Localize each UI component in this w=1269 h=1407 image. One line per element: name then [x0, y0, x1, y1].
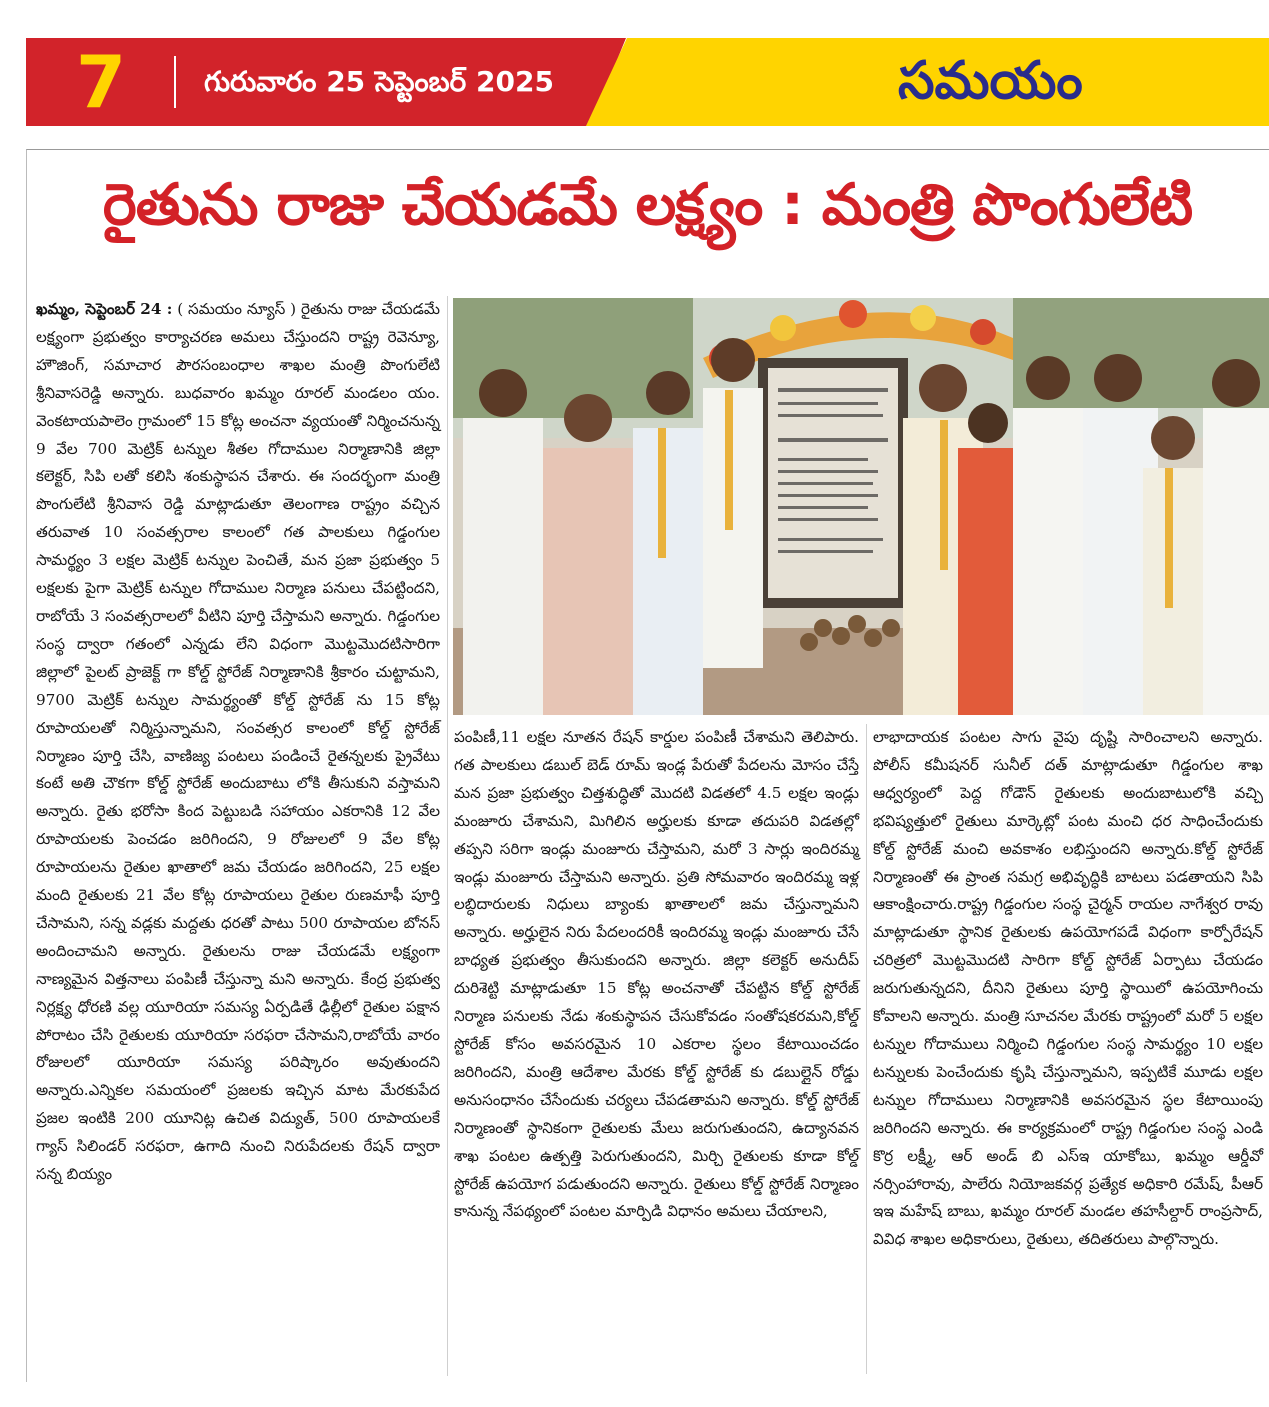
issue-date: గురువారం 25 సెప్టెంబర్ 2025: [204, 65, 554, 98]
masthead-divider: [174, 56, 176, 108]
article-dateline: ఖమ్మం, సెప్టెంబర్ 24 :: [36, 300, 173, 318]
event-photo: [453, 298, 1269, 715]
column-divider: [866, 724, 867, 1374]
masthead: [26, 38, 1269, 126]
article-column-1: [36, 296, 440, 1376]
article-column-2: [454, 724, 859, 1374]
column-divider: [447, 296, 448, 1376]
article-column-3-text: లాభాదాయక పంటల సాగు వైపు దృష్టి సారించాలని అన్నారు. పోలీస్ కమీషనర్ సునీల్ దత్ మాట్లాడుతూ గిడ్డంగుల శాఖ ఆధ్వర్యంలో పెద్ద గోడౌన్ రైతులకు అందుబాటులోకి వచ్చి భవిష్యత్తులో రైతులు మార్కెట్లో పంట మంచి ధర సాధించేందుకు కోల్డ్ స్టోరేజ్ మంచి అవకాశం లభిస్తుందని అన్నారు.కోల్డ్ స్టోరేజ్ నిర్మాణంతో ఈ ప్రాంత సమగ్ర అభివృద్ధికి బాటలు పడతాయని సిపి ఆకాంక్షించారు.రాష్ట్ర గిడ్డంగుల సంస్థ చైర్మన్ రాయల నాగేశ్వర రావు మాట్లాడుతూ స్థానిక రైతులకు ఉపయోగపడే విధంగా కార్పోరేషన్ చరిత్రలో మొట్టమొదటి సారిగా కోల్డ్ స్టోరేజ్ ఏర్పాటు చేయడం జరుగుతున్నదని, దీనిని రైతులు పూర్తి స్థాయిలో ఉపయోగించు కోవాలని అన్నారు. మంత్రి సూచనల మేరకు రాష్ట్రంలో మరో 5 లక్షల టన్నుల గోదాములు నిర్మించి గిడ్డంగుల సంస్థ సామర్థ్యం 10 లక్షల టన్నులకు పెంచేందుకు కృషి చేస్తున్నామని, ఇప్పటికే మూడు లక్షల టన్నుల గోదాములు నిర్మాణానికి అవసరమైన స్థల కేటాయింపు జరిగిందని అన్నారు. ఈ కార్యక్రమంలో రాష్ట్ర గిడ్డంగుల సంస్థ ఎండి కొర్ర లక్ష్మీ, ఆర్ అండ్ బి ఎస్ఇ యాకోబు, ఖమ్మం ఆర్డీవో నర్సింహారావు, పాలేరు నియోజకవర్గ ప్రత్యేక అధికారి రమేష్, పీఆర్ ఇఇ మహేష్ బాబు, ఖమ్మం రూరల్ మండల తహసీల్దార్ రాంప్రసాద్, వివిధ శాఖల అధికారులు, రైతులు, తదితరులు పాల్గొన్నారు.: [873, 728, 1263, 1249]
article-headline: రైతును రాజు చేయడమే లక్ష్యం : మంత్రి పొంగులేటి: [102, 172, 1193, 238]
article-column-2-text: పంపిణీ,11 లక్షల నూతన రేషన్ కార్డుల పంపిణీ చేశామని తెలిపారు. గత పాలకులు డబుల్ బెడ్ రూమ్ ఇండ్ల పేరుతో పేదలను మోసం చేస్తే మన ప్రజా ప్రభుత్వం చిత్తశుద్ధితో మొదటి విడతలో 4.5 లక్షల ఇండ్లు మంజూరు చేశామని, మిగిలిన అర్హులకు కూడా తదుపరి విడతల్లో తప్పని సరిగా ఇండ్లు మంజూరు చేస్తామని, మరో 3 సార్లు ఇందిరమ్మ ఇండ్లు మంజూరు చేస్తామని అన్నారు. ప్రతి సోమవారం ఇందిరమ్మ ఇళ్ల లబ్ధిదారులకు నిధులు బ్యాంకు ఖాతాలలో జమ చేస్తున్నామని అన్నారు. అర్హులైన నిరు పేదలందరికీ ఇందిరమ్మ ఇండ్లు మంజూరు చేసే బాధ్యత ప్రభుత్వం తీసుకుందని అన్నారు. జిల్లా కలెక్టర్ అనుదీప్ దురిశెట్టి మాట్లాడుతూ 15 కోట్ల అంచనాతో చేపట్టిన కోల్డ్ స్టోరేజ్ నిర్మాణ పనులకు నేడు శంకుస్థాపన చేసుకోవడం సంతోషకరమని,కోల్డ్ స్టోరేజ్ కోసం అవసరమైన 10 ఎకరాల స్థలం కేటాయించడం జరిగిందని, మంత్రి ఆదేశాల మేరకు కోల్డ్ స్టోరేజ్ కు డబుల్లైన్ రోడ్డు అనుసంధానం చేసేందుకు చర్యలు చేపడతామని అన్నారు. కోల్డ్ స్టోరేజ్ నిర్మాణంతో స్థానికంగా రైతులకు మేలు జరుగుతుందని, ఉద్యానవన శాఖ పంటల ఉత్పత్తి పెరుగుతుందని, మిర్చి రైతులకు కూడా కోల్డ్ స్టోరేజ్ ఉపయోగ పడుతుందని అన్నారు. రైతులు కోల్డ్ స్టోరేజ్ నిర్మాణం కానున్న నేపథ్యంలో పంటల మార్పిడి విధానం అమలు చేయాలని,: [454, 728, 859, 1221]
newspaper-logo: సమయం: [898, 51, 1083, 111]
page-number: 7: [76, 40, 127, 124]
article-column-1-text: ( సమయం న్యూస్ ) రైతును రాజు చేయడమే లక్ష్యంగా ప్రభుత్వం కార్యాచరణ అమలు చేస్తుందని రాష్ట్ర రెవెన్యూ, హౌజింగ్, సమాచార పౌరసంబంధాల శాఖల మంత్రి పొంగులేటి శ్రీనివాసరెడ్డి అన్నారు. బుధవారం ఖమ్మం రూరల్ మండలం యం. వెంకటాయపాలెం గ్రామంలో 15 కోట్ల అంచనా వ్యయంతో నిర్మించనున్న 9 వేల 700 మెట్రిక్ టన్నుల శీతల గోదాముల నిర్మాణానికి జిల్లా కలెక్టర్, సిపి లతో కలిసి శంకుస్థాపన చేశారు. ఈ సందర్భంగా మంత్రి పొంగులేటి శ్రీనివాస రెడ్డి మాట్లాడుతూ తెలంగాణ రాష్ట్రం వచ్చిన తరువాత 10 సంవత్సరాల కాలంలో గత పాలకులు గిడ్డంగుల సామర్థ్యం 3 లక్షల మెట్రిక్ టన్నుల పెంచితే, మన ప్రజా ప్రభుత్వం 5 లక్షలకు పైగా మెట్రిక్ టన్నుల గోదాముల నిర్మాణ పనులు చేపట్టిందని, రాబోయే 3 సంవత్సరాలలో వీటిని పూర్తి చేస్తామని అన్నారు. గిడ్డంగుల సంస్థ ద్వారా గతంలో ఎన్నడు లేని విధంగా మొట్టమొదటిసారిగా జిల్లాలో పైలట్ ప్రాజెక్ట్ గా కోల్డ్ స్టోరేజ్ నిర్మాణానికి శ్రీకారం చుట్టామని, 9700 మెట్రిక్ టన్నుల సామర్థ్యంతో కోల్డ్ స్టోరేజ్ ను 15 కోట్ల రూపాయలతో నిర్మిస్తున్నామని, సంవత్సర కాలంలో కోల్డ్ స్టోరేజ్ నిర్మాణం పూర్తి చేసి, వాణిజ్య పంటలు పండించే రైతన్నలకు ప్రైవేటు కంటే అతి చౌకగా కోల్డ్ స్టోరేజ్ అందుబాటు లోకి తీసుకుని వస్తామని అన్నారు. రైతు భరోసా కింద పెట్టుబడి సహాయం ఎకరానికి 12 వేల రూపాయలకు పెంచడం జరిగిందని, 9 రోజులలో 9 వేల కోట్ల రూపాయలను రైతుల ఖాతాలో జమ చేయడం జరిగిందని, 25 లక్షల మంది రైతులకు 21 వేల కోట్ల రూపాయలు రైతుల రుణమాఫీ పూర్తి చేసామని, సన్న వడ్లకు మద్దతు ధరతో పాటు 500 రూపాయల బోనస్ అందించామని అన్నారు. రైతులను రాజు చేయడమే లక్ష్యంగా నాణ్యమైన విత్తనాలు పంపిణీ చేస్తున్నా మని అన్నారు. కేంద్ర ప్రభుత్వ నిర్లక్ష్య ధోరణి వల్ల యూరియా సమస్య ఏర్పడితే ఢిల్లీలో రైతుల పక్షాన పోరాటం చేసి రైతులకు యూరియా సరఫరా చేసామని,రాబోయే వారం రోజులలో యూరియా సమస్య పరిష్కారం అవుతుందని అన్నారు.ఎన్నికల సమయంలో ప్రజలకు ఇచ్చిన మాట మేరకుపేద ప్రజల ఇంటికి 200 యూనిట్ల ఉచిత విద్యుత్, 500 రూపాయలకే గ్యాస్ సిలిండర్ సరఫరా, ఉగాది నుంచి నిరుపేదలకు రేషన్ ద్వారా సన్న బియ్యం: [36, 300, 440, 1184]
article-column-3: [873, 724, 1263, 1374]
